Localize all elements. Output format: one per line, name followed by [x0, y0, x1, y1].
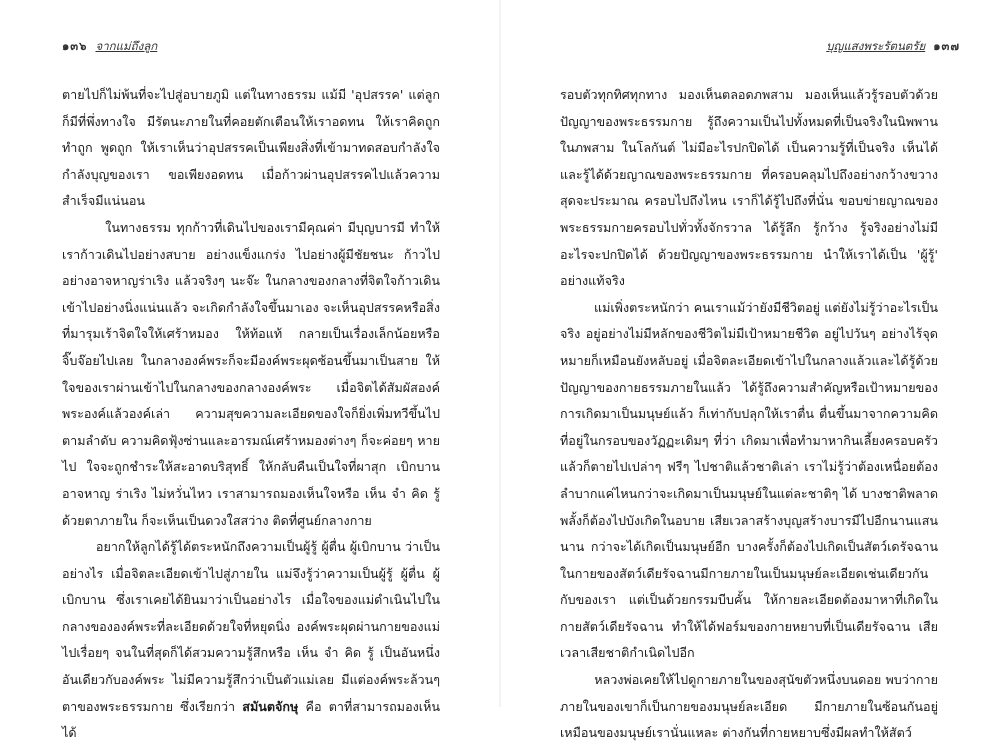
left-body-text — [62, 82, 445, 747]
right-page-number: ๑๓๗ — [933, 39, 960, 53]
left-page-number: ๑๓๖ — [62, 39, 88, 53]
right-body-text — [560, 82, 943, 747]
left-paragraph-2: ในทางธรรม ทุกก้าวที่เดินไปของเรามีคุณค่า มีบุญบารมี ทำให้เราก้าวเดินไปอย่างสบาย อย่างแข็งแกร่ง ไปอย่างผู้มีชัยชนะ ก้าวไปอย่างอาจหาญร่าเริง แล้วจริงๆ นะจ๊ะ ในกลางของกลางที่จิตใจก้าวเดินเข้าไปอย่างนิ่งแน่นแล้ว จะเกิดกำลังใจขึ้นมาเอง จะเห็นอุปสรรคหรือสิ่งที่มารุมเร้าจิตใจให้เศร้าหมอง ให้ท้อแท้ กลายเป็นเรื่องเล็กน้อยหรือจิ๊บจ๊อยไปเลย ในกลางองค์พระก็จะมีองค์พระผุดซ้อนขึ้นมาเป็นสาย ให้ใจของเราผ่านเข้าไปในกลางของกลางองค์พระ เมื่อจิตได้สัมผัสองค์พระองค์แล้วองค์เล่า ความสุขความละเอียดของใจก็ยิ่งเพิ่มทวีขึ้นไปตามลำดับ ความคิดฟุ้งซ่านและอารมณ์เศร้าหมองต่างๆ ก็จะค่อยๆ หายไป ใจจะถูกชำระให้สะอาดบริสุทธิ์ ให้กลับคืนเป็นใจที่ผาสุก เบิกบาน อาจหาญ ร่าเริง ไม่หวั่นไหว เราสามารถมองเห็นใจหรือ เห็น จำ คิด รู้ ด้วยตาภายใน ก็จะเห็นเป็นดวงใสสว่าง ติดที่ศูนย์กลางกาย — [62, 219, 445, 528]
right-page — [500, 0, 1000, 741]
left-paragraph-1: ตายไปก็ไม่พ้นที่จะไปสู่อบายภูมิ แต่ในทางธรรม แม้มี 'อุปสรรค' แต่ลูกก็มีที่พึ่งทางใจ มีรัตนะภายในที่คอยตักเตือนให้เราอดทน ให้เราคิดถูก ทำถูก พูดถูก ให้เราเห็นว่าอุปสรรคเป็นเพียงสิ่งที่เข้ามาทดสอบกำลังใจ กำลังบุญของเรา ขอเพียงอดทน เมื่อก้าวผ่านอุปสรรคไปแล้วความสำเร็จมีแน่นอน — [62, 87, 445, 209]
right-paragraph-1: รอบตัวทุกทิศทุกทาง มองเห็นตลอดภพสาม มองเห็นแล้วรู้รอบตัวด้วยปัญญาของพระธรรมกาย รู้ถึงความเป็นไปทั้งหมดที่เป็นจริงในนิพพาน ในภพสาม ในโลกันต์ ไม่มีอะไรปกปิดได้ เป็นความรู้ที่เป็นจริง เห็นได้และรู้ได้ด้วยญาณของพระธรรมกาย ที่ครอบคลุมไปถึงอย่างกว้างขวางสุดจะประมาณ ครอบไปถึงไหน เราก็ได้รู้ไปถึงที่นั่น ขอบข่ายญาณของพระธรรมกายครอบไปทั่วทั้งจักรวาล ได้รู้ลึก รู้กว้าง รู้จริงอย่างไม่มีอะไรจะปกปิดได้ ด้วยปัญญาของพระธรรมกาย นำให้เราได้เป็น 'ผู้รู้' อย่างแท้จริง — [560, 87, 943, 289]
right-paragraph-3: หลวงพ่อเคยให้ไปดูกายภายในของสุนัขตัวหนึ่งบนดอย พบว่ากายภายในของเขาก็เป็นกายของมนุษย์ละเอียด มีกายภายในซ้อนกันอยู่เหมือนของมนุษย์เรานั่นแหละ ต่างกันที่กายหยาบซึ่งมีผลทำให้สัตว์ — [560, 672, 938, 741]
left-page — [0, 0, 500, 741]
left-paragraph-3 — [62, 534, 445, 747]
left-running-title: จากแม่ถึงลูก — [95, 39, 158, 53]
right-paragraph-2: แม่เพิ่งตระหนักว่า คนเราแม้ว่ายังมีชีวิตอยู่ แต่ยังไม่รู้ว่าอะไรเป็นจริง อยู่อย่างไม่มีหลักของชีวิตไม่มีเป้าหมายชีวิต อยู่ไปวันๆ อย่างไร้จุดหมายก็เหมือนยังหลับอยู่ เมื่อจิตละเอียดเข้าไปในกลางแล้วและได้รู้ด้วยปัญญาของกายธรรมภายในแล้ว ได้รู้ถึงความสำคัญหรือเป้าหมายของการเกิดมาเป็นมนุษย์แล้ว ก็เท่ากับปลุกให้เราตื่น ตื่นขึ้นมาจากความคิดที่อยู่ในกรอบของวัฏฏะเดิมๆ ที่ว่า เกิดมาเพื่อทำมาหากินเลี้ยงครอบครัว แล้วก็ตายไปเปล่าๆ ฟรีๆ ไปชาติแล้วชาติเล่า เราไม่รู้ว่าต้องเหนื่อยต้องลำบากแค่ไหนกว่าจะเกิดมาเป็นมนุษย์ในแต่ละชาติๆ ได้ บางชาติพลาดพลั้งก็ต้องไปบังเกิดในอบาย เสียเวลาสร้างบุญสร้างบารมีไปอีกนานแสนนาน กว่าจะได้เกิดเป็นมนุษย์อีก บางครั้งก็ต้องไปเกิดเป็นสัตว์เดรัจฉาน ในกายของสัตว์เดียรัจฉานมีกายภายในเป็นมนุษย์ละเอียดเช่นเดียวกันกับของเรา แต่เป็นด้วยกรรมบีบคั้น ให้กายละเอียดต้องมาหาที่เกิดในกายสัตว์เดียรัจฉาน ทำให้ได้ฟอร์มของกายหยาบที่เป็นเดียรัจฉาน เสียเวลาเสียชาติกำเนิดไปอีก — [560, 299, 943, 661]
left-paragraph-3-end: คือ ตาที่สามารถมองเห็นได้ — [62, 698, 440, 741]
samanta-chakshu-term: สมันตจักษุ — [242, 698, 299, 714]
left-running-header — [62, 38, 157, 56]
right-running-title: บุญแสงพระรัตนตรัย — [826, 39, 926, 53]
right-running-header — [826, 38, 960, 56]
left-paragraph-3-text: อยากให้ลูกได้รู้ได้ตระหนักถึงความเป็นผู้รู้ ผู้ตื่น ผู้เบิกบาน ว่าเป็นอย่างไร เมื่อจิตละเอียดเข้าไปสู่ภายใน แม่จึงรู้ว่าความเป็นผู้รู้ ผู้ตื่น ผู้เบิกบาน ซึ่งเราเคยได้ยินมาว่าเป็นอย่างไร เมื่อใจของแม่ดำเนินไปในกลางขององค์พระที่ละเอียดด้วยใจที่หยุดนิ่ง องค์พระผุดผ่านกายของแม่ไปเรื่อยๆ จนในที่สุดก็ได้สวมความรู้สึกหรือ เห็น จำ คิด รู้ เป็นอันหนึ่งอันเดียวกับองค์พระ ไม่มีความรู้สึกว่าเป็นตัวแม่เลย มีแต่องค์พระล้วนๆ ตาของพระธรรมกาย ซึ่งเรียกว่า — [62, 539, 445, 714]
